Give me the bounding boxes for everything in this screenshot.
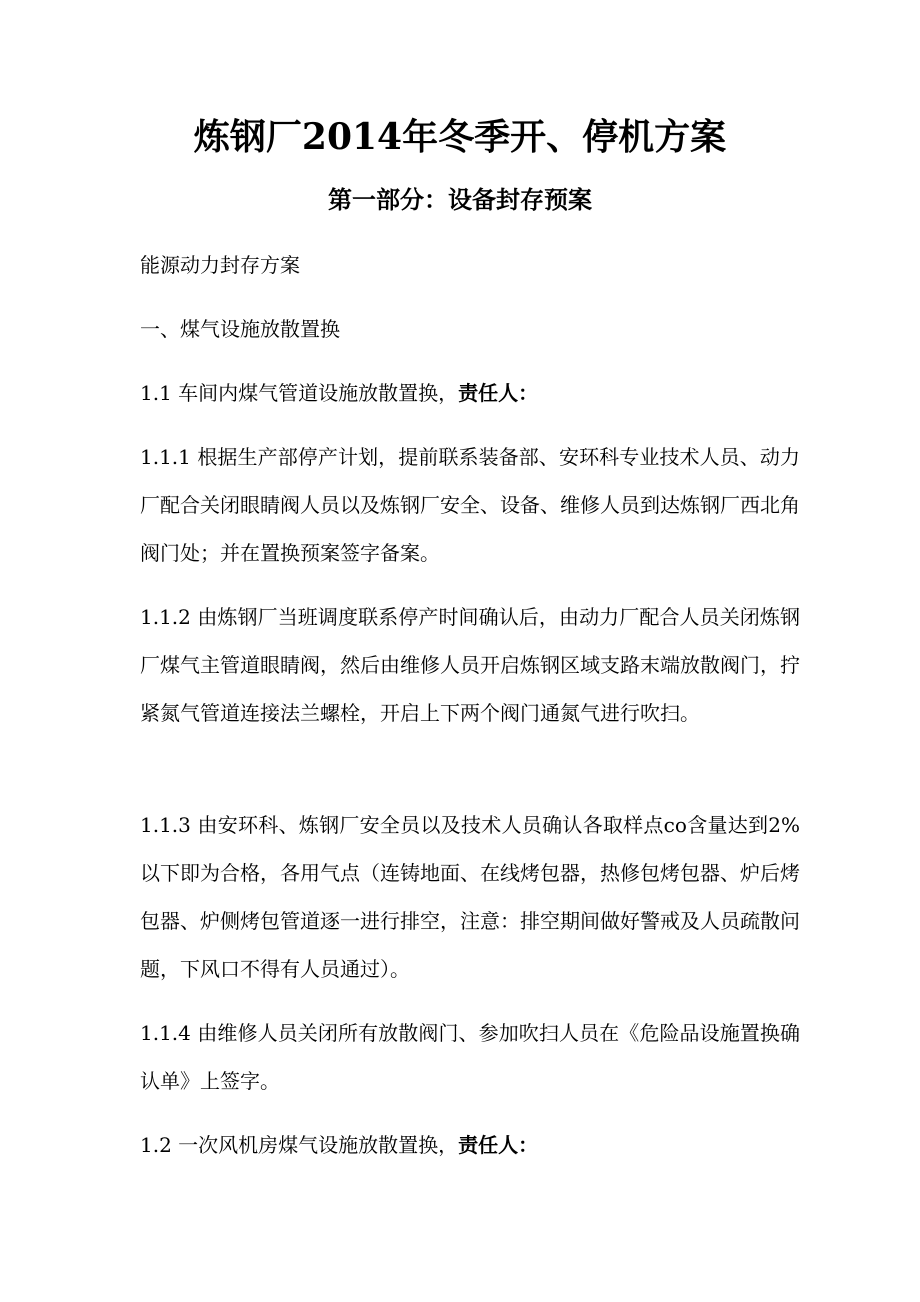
paragraph-text: 1.1.4 由维修人员关闭所有放散阀门、参加吹扫人员在《危险品设施置换确认单》上签字。 bbox=[140, 1021, 800, 1093]
paragraph-text: 1.1.2 由炼钢厂当班调度联系停产时间确认后，由动力厂配合人员关闭炼钢厂煤气主管道眼睛阀，然后由维修人员开启炼钢区域支路末端放散阀门，拧紧氮气管道连接法兰螺栓，开启上下两个阀门通氮气进行吹扫。 bbox=[140, 605, 800, 725]
paragraph-text: 1.1.1 根据生产部停产计划，提前联系装备部、安环科专业技术人员、动力厂配合关闭眼睛阀人员以及炼钢厂安全、设备、维修人员到达炼钢厂西北角阀门处；并在置换预案签字备案。 bbox=[140, 445, 800, 565]
heading-gas-facilities bbox=[140, 305, 800, 353]
item-1-1 bbox=[140, 369, 800, 417]
responsible-person-label: 责任人： bbox=[458, 1133, 539, 1157]
paragraph-text: 1.1.3 由安环科、炼钢厂安全员以及技术人员确认各取样点co含量达到2%以下即为合格，各用气点（连铸地面、在线烤包器，热修包烤包器、炉后烤包器、炉侧烤包管道逐一进行排空，注意：排空期间做好警戒及人员疏散问题，下风口不得有人员通过）。 bbox=[140, 813, 800, 981]
document-title: 炼钢厂2014年冬季开、停机方案 bbox=[193, 116, 727, 158]
item-1-2 bbox=[140, 1121, 800, 1169]
paragraph-text: 能源动力封存方案 bbox=[140, 253, 300, 277]
item-1-1-1 bbox=[140, 433, 800, 577]
paragraph-energy-plan bbox=[140, 241, 800, 289]
item-1-1-4 bbox=[140, 1009, 800, 1105]
responsible-person-label: 责任人： bbox=[458, 381, 539, 405]
item-1-1-3 bbox=[140, 801, 800, 993]
paragraph-text: 一、煤气设施放散置换 bbox=[140, 317, 340, 341]
paragraph-text: 1.1 车间内煤气管道设施放散置换， bbox=[140, 381, 459, 405]
item-1-1-2 bbox=[140, 593, 800, 737]
section-subtitle: 第一部分：设备封存预案 bbox=[328, 185, 592, 214]
paragraph-text: 1.2 一次风机房煤气设施放散置换， bbox=[140, 1133, 459, 1157]
